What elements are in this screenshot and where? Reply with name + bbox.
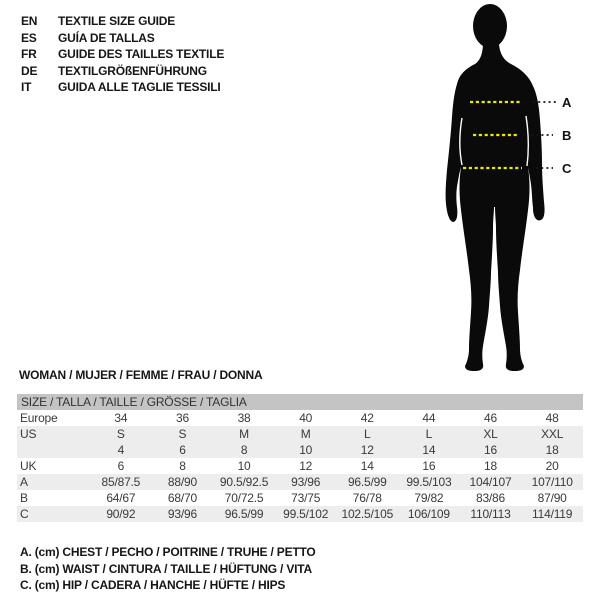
cell: M (300, 427, 311, 441)
cell: 90/92 (106, 507, 136, 521)
cell: 10 (299, 443, 313, 457)
cell: 18 (545, 443, 559, 457)
cell: 90.5/92.5 (219, 475, 269, 489)
marker-b-label: B (562, 128, 572, 143)
cell: L (364, 427, 371, 441)
cell: 48 (545, 411, 559, 425)
lang-row-fr (21, 46, 224, 63)
cell: 12 (360, 443, 374, 457)
woman-silhouette-svg (395, 0, 600, 390)
cell: 106/109 (407, 507, 450, 521)
measurement-legend (20, 544, 316, 594)
cell: 38 (237, 411, 251, 425)
table-row-chest-a (17, 474, 583, 490)
cell: XXL (541, 427, 564, 441)
row-label: Europe (20, 411, 58, 425)
cell: 79/82 (414, 491, 444, 505)
cell: L (425, 427, 433, 441)
cell: 10 (237, 459, 251, 473)
cell: S (178, 427, 187, 441)
cell: 87/90 (537, 491, 567, 505)
cell: 102.5/105 (341, 507, 394, 521)
cell: 68/70 (167, 491, 197, 505)
cell: 6 (117, 459, 125, 473)
cell: 16 (484, 443, 497, 457)
cell: 6 (179, 443, 186, 457)
lang-row-it (21, 79, 224, 96)
cell: 18 (484, 459, 497, 473)
marker-c-label: C (562, 161, 572, 176)
cell: 83/86 (475, 491, 505, 505)
table-row-hip-c (17, 506, 583, 522)
cell: 110/113 (470, 507, 511, 521)
legend-chest: A. (cm) CHEST / PECHO / POITRINE / TRUHE / PETTO (20, 545, 316, 559)
language-title-list (21, 13, 224, 96)
marker-a-label: A (562, 95, 572, 110)
lang-row-de (21, 63, 224, 80)
row-label: B (20, 491, 28, 505)
cell: S (116, 427, 125, 441)
cell: 96.5/99 (347, 475, 387, 489)
legend-hip: C. (cm) HIP / CADERA / HANCHE / HÜFTE / HIPS (20, 578, 286, 592)
row-label: C (20, 507, 29, 521)
cell: 99.5/102 (283, 507, 329, 521)
cell: 16 (422, 459, 436, 473)
cell: 14 (422, 443, 436, 457)
cell: 36 (175, 411, 189, 425)
cell: 4 (117, 443, 125, 457)
lang-label: GUIDA ALLE TAGLIE TESSILI (58, 80, 221, 94)
lang-code: ES (21, 30, 37, 45)
row-label (17, 442, 90, 458)
lang-label: TEXTILE SIZE GUIDE (58, 14, 176, 28)
table-row-us-numbers (17, 442, 583, 458)
lang-code: FR (21, 47, 37, 61)
silhouette-body (446, 42, 545, 371)
lang-code: DE (21, 63, 38, 78)
cell: 40 (299, 411, 313, 425)
table-row-waist-b (17, 490, 583, 506)
size-table (17, 394, 583, 522)
row-label: UK (20, 459, 37, 473)
cell: 73/75 (291, 491, 321, 505)
cell: 64/67 (106, 491, 136, 505)
cell: 107/110 (531, 475, 573, 489)
cell: 8 (240, 443, 248, 457)
cell: XL (483, 427, 498, 441)
lang-row-es (21, 30, 224, 47)
cell: 99.5/103 (406, 475, 452, 489)
lang-row-en (21, 13, 224, 30)
cell: M (239, 427, 249, 441)
cell: 85/87.5 (101, 475, 141, 489)
cell: 93/96 (167, 507, 197, 521)
cell: 93/96 (291, 475, 321, 489)
lang-code: EN (21, 14, 38, 28)
row-label: US (20, 427, 37, 441)
lang-label: TEXTILGRÖßENFÜHRUNG (58, 63, 207, 78)
lang-label: GUIDE DES TAILLES TEXTILE (58, 47, 225, 61)
woman-silhouette-figure (395, 0, 600, 390)
lang-code: IT (21, 80, 32, 94)
lang-label: GUÍA DE TALLAS (58, 30, 155, 45)
cell: 70/72.5 (224, 491, 264, 505)
cell: 96.5/99 (224, 507, 264, 521)
cell: 8 (179, 459, 186, 473)
cell: 12 (299, 459, 313, 473)
legend-waist: B. (cm) WAIST / CINTURA / TAILLE / HÜFTUNG / VITA (20, 561, 312, 576)
gender-section-title: WOMAN / MUJER / FEMME / FRAU / DONNA (19, 368, 263, 382)
cell: 76/78 (352, 491, 382, 505)
cell: 44 (422, 411, 436, 425)
size-table-header-row (17, 394, 583, 410)
cell: 114/119 (532, 507, 573, 521)
row-label: A (20, 475, 28, 489)
silhouette-head (473, 4, 507, 48)
cell: 46 (484, 411, 497, 425)
cell: 88/90 (167, 475, 197, 489)
cell: 42 (360, 411, 374, 425)
cell: 34 (114, 411, 128, 425)
table-row-uk (17, 458, 583, 474)
size-table-header: SIZE / TALLA / TAILLE / GRÖSSE / TAGLIA (17, 394, 583, 410)
table-row-europe (17, 410, 583, 426)
cell: 14 (360, 459, 374, 473)
cell: 20 (545, 459, 559, 473)
table-row-us-letters (17, 426, 583, 442)
cell: 104/107 (469, 475, 512, 489)
